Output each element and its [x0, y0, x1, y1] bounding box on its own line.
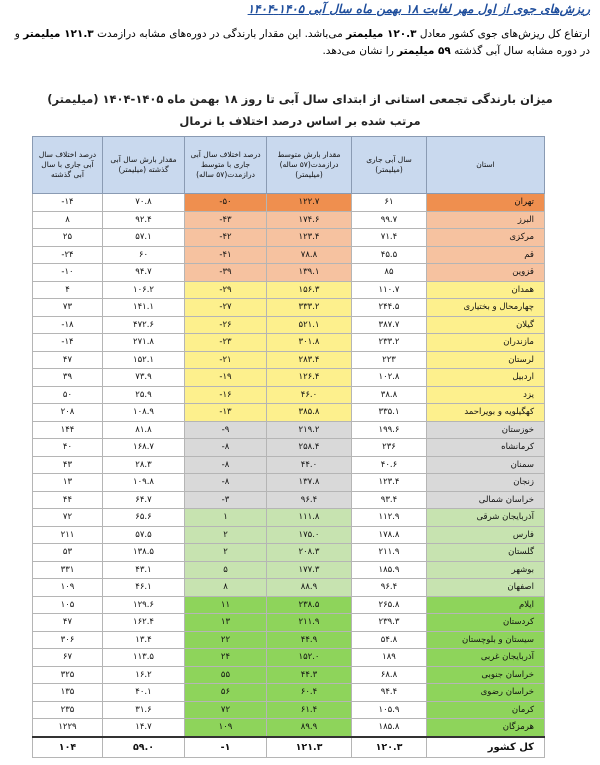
table-row: [33, 561, 545, 579]
cell-province: خراسان جنوبی: [427, 666, 545, 684]
cell-norm-pct: -۵۰: [185, 194, 267, 212]
cell-province: تهران: [427, 194, 545, 212]
cell-norm: ۱۲۲.۷: [267, 194, 352, 212]
cell-norm: ۳۰۱.۸: [267, 334, 352, 352]
cell-norm-pct: -۸: [185, 474, 267, 492]
cell-norm: ۱۵۶.۳: [267, 281, 352, 299]
cell-current: ۶۱: [352, 194, 427, 212]
cell-norm-pct: -۴۳: [185, 211, 267, 229]
cell-norm-pct: ۱۳: [185, 614, 267, 632]
cell-norm: ۴۴.۳: [267, 666, 352, 684]
intro-text-4: را نشان می‌دهد.: [322, 45, 394, 57]
cell-province: هرمزگان: [427, 719, 545, 737]
cell-prev-pct: ۶۷: [33, 649, 103, 667]
cell-province: ایلام: [427, 596, 545, 614]
cell-current: ۳۸۷.۷: [352, 316, 427, 334]
cell-province: مرکزی: [427, 229, 545, 247]
cell-province: یزد: [427, 386, 545, 404]
cell-province: البرز: [427, 211, 545, 229]
cell-province: اردبیل: [427, 369, 545, 387]
cell-norm: ۱۲۳.۴: [267, 229, 352, 247]
table-header-row: [33, 137, 545, 194]
table-row: [33, 701, 545, 719]
cell-prev: ۱۴۱.۱: [103, 299, 185, 317]
cell-norm-pct: ۲: [185, 526, 267, 544]
table-row: [33, 281, 545, 299]
cell-province: سمنان: [427, 456, 545, 474]
rainfall-table: [32, 136, 545, 758]
cell-norm: ۱۷۴.۶: [267, 211, 352, 229]
cell-norm-pct: -۱۶: [185, 386, 267, 404]
cell-current: ۹۶.۴: [352, 579, 427, 597]
cell-prev-pct: ۴۷: [33, 351, 103, 369]
cell-current: ۹۴.۴: [352, 684, 427, 702]
rainfall-table-container: [32, 136, 544, 758]
cell-norm: ۲۸۳.۴: [267, 351, 352, 369]
cell-norm-pct: ۵۶: [185, 684, 267, 702]
cell-prev: ۱۰۶.۲: [103, 281, 185, 299]
cell-current: ۱۰۲.۸: [352, 369, 427, 387]
cell-prev: ۱۴.۷: [103, 719, 185, 737]
intro-text-1: ارتفاع کل ریزش‌های جوی کشور معادل: [419, 28, 590, 40]
cell-province: زنجان: [427, 474, 545, 492]
cell-province: آذربایجان شرقی: [427, 509, 545, 527]
cell-norm-pct: -۲۱: [185, 351, 267, 369]
cell-norm: ۱۳۷.۸: [267, 474, 352, 492]
cell-norm-pct: ۱: [185, 509, 267, 527]
cell-prev-pct: ۱۴۴: [33, 421, 103, 439]
cell-province: قم: [427, 246, 545, 264]
cell-norm-pct: -۴۲: [185, 229, 267, 247]
cell-norm: ۴۴.۰: [267, 456, 352, 474]
header-current: سال آبی جاری (میلیمتر): [352, 137, 427, 194]
cell-province: خراسان رضوی: [427, 684, 545, 702]
cell-current: ۷۱.۴: [352, 229, 427, 247]
cell-prev: ۱۶۸.۷: [103, 439, 185, 457]
cell-prev-pct: -۱۰: [33, 264, 103, 282]
cell-province: گلستان: [427, 544, 545, 562]
table-row: [33, 544, 545, 562]
cell-prev-pct: ۳۹: [33, 369, 103, 387]
table-row: [33, 246, 545, 264]
cell-norm: ۲۰۸.۳: [267, 544, 352, 562]
table-row: [33, 649, 545, 667]
cell-prev: ۱۳.۴: [103, 631, 185, 649]
table-row: [33, 299, 545, 317]
table-body: [33, 194, 545, 758]
cell-prev-pct: ۱۰۵: [33, 596, 103, 614]
cell-current: ۱۸۹: [352, 649, 427, 667]
cell-prev-pct: ۴۰: [33, 439, 103, 457]
cell-norm-pct: -۸: [185, 439, 267, 457]
table-row: [33, 666, 545, 684]
cell-prev: ۹۲.۴: [103, 211, 185, 229]
cell-current: ۲۱۱.۹: [352, 544, 427, 562]
table-row: [33, 351, 545, 369]
cell-prev-pct: ۲۵: [33, 229, 103, 247]
intro-value-previous: ۵۹ میلیمتر: [397, 45, 451, 57]
cell-prev: ۲۷۱.۸: [103, 334, 185, 352]
cell-prev-pct: ۷۲: [33, 509, 103, 527]
cell-norm: ۲۵۸.۴: [267, 439, 352, 457]
page-heading: ریزش‌های جوی از اول مهر لغایت ۱۸ بهمن ماه سال آبی ۱۴۰۵-۱۴۰۴: [247, 2, 590, 16]
cell-prev: ۵۷.۵: [103, 526, 185, 544]
cell-norm: ۳۳۳.۲: [267, 299, 352, 317]
table-row: [33, 614, 545, 632]
cell-current: ۱۸۵.۹: [352, 561, 427, 579]
cell-prev: ۱۵۲.۱: [103, 351, 185, 369]
table-title: میزان بارندگی تجمعی استانی از ابتدای سال آبی تا روز ۱۸ بهمن ماه ۱۴۰۵-۱۴۰۴ (میلیمتر): [47, 92, 553, 106]
cell-norm: ۱۳۹.۱: [267, 264, 352, 282]
cell-prev-pct: -۱۴: [33, 334, 103, 352]
cell-norm-pct: -۱۹: [185, 369, 267, 387]
table-row: [33, 439, 545, 457]
cell-norm-pct: -۲۹: [185, 281, 267, 299]
cell-prev-pct: ۲۳۵: [33, 701, 103, 719]
cell-norm: ۸۹.۹: [267, 719, 352, 737]
cell-prev-pct: ۴۴: [33, 491, 103, 509]
cell-current: ۱۱۰.۷: [352, 281, 427, 299]
cell-prev-pct: ۳۲۵: [33, 666, 103, 684]
cell-prev: ۳۱.۶: [103, 701, 185, 719]
cell-current: ۶۸.۸: [352, 666, 427, 684]
cell-norm: ۴۴.۹: [267, 631, 352, 649]
cell-prev: ۸۱.۸: [103, 421, 185, 439]
cell-current: ۴۵.۵: [352, 246, 427, 264]
cell-prev: ۷۳.۹: [103, 369, 185, 387]
cell-current: ۱۰۵.۹: [352, 701, 427, 719]
cell-prev-pct: ۳۳۱: [33, 561, 103, 579]
cell-province: چهارمحال و بختیاری: [427, 299, 545, 317]
cell-norm: ۸۸.۹: [267, 579, 352, 597]
cell-prev-pct: ۴۳: [33, 456, 103, 474]
cell-norm-pct: ۷۲: [185, 701, 267, 719]
header-norm: مقدار بارش متوسط درازمدت(۵۷ ساله) (میلیمتر): [267, 137, 352, 194]
cell-norm-pct: ۱۱: [185, 596, 267, 614]
cell-prev-pct: ۴۷: [33, 614, 103, 632]
cell-prev-pct: ۱۰۹: [33, 579, 103, 597]
cell-current: ۹۹.۷: [352, 211, 427, 229]
table-subtitle: مرتب شده بر اساس درصد اختلاف با نرمال: [179, 114, 421, 128]
cell-norm: ۵۲۱.۱: [267, 316, 352, 334]
intro-text-2: می‌باشد. این مقدار بارندگی در دوره‌های مشابه درازمدت: [97, 28, 343, 40]
cell-prev: ۴۷۲.۶: [103, 316, 185, 334]
cell-prev: ۴۶.۱: [103, 579, 185, 597]
cell-current: ۳۸.۸: [352, 386, 427, 404]
cell-current: ۸۵: [352, 264, 427, 282]
table-row: [33, 509, 545, 527]
cell-prev: ۱۲۹.۶: [103, 596, 185, 614]
cell-prev-pct: ۲۱۱: [33, 526, 103, 544]
cell-norm-pct: -۹: [185, 421, 267, 439]
cell-current: ۱۲۰.۳: [352, 737, 427, 758]
cell-prev: ۲۵.۹: [103, 386, 185, 404]
cell-norm: ۷۸.۸: [267, 246, 352, 264]
cell-norm-pct: ۲۴: [185, 649, 267, 667]
cell-prev-pct: ۲۰۸: [33, 404, 103, 422]
cell-province: آذربایجان غربی: [427, 649, 545, 667]
cell-current: ۲۲۳: [352, 351, 427, 369]
cell-norm: ۳۸۵.۸: [267, 404, 352, 422]
table-row: [33, 684, 545, 702]
table-row: [33, 491, 545, 509]
cell-prev-pct: ۱۳۵: [33, 684, 103, 702]
table-row: [33, 369, 545, 387]
cell-norm-pct: ۵: [185, 561, 267, 579]
cell-norm: ۱۲۱.۳: [267, 737, 352, 758]
cell-norm: ۱۷۵.۰: [267, 526, 352, 544]
cell-prev-pct: ۸: [33, 211, 103, 229]
table-row: [33, 194, 545, 212]
cell-prev: ۵۹.۰: [103, 737, 185, 758]
cell-norm-pct: -۳: [185, 491, 267, 509]
table-row: [33, 404, 545, 422]
cell-province: کهگیلویه و بویراحمد: [427, 404, 545, 422]
cell-prev: ۲۸.۳: [103, 456, 185, 474]
cell-prev: ۱۶.۲: [103, 666, 185, 684]
table-row: [33, 596, 545, 614]
cell-prev: ۶۵.۶: [103, 509, 185, 527]
cell-current: ۴۰.۶: [352, 456, 427, 474]
cell-prev: ۱۰۹.۸: [103, 474, 185, 492]
cell-prev-pct: -۱۸: [33, 316, 103, 334]
table-row: [33, 334, 545, 352]
table-total-row: [33, 737, 545, 758]
table-row: [33, 631, 545, 649]
cell-prev: ۱۶۲.۴: [103, 614, 185, 632]
cell-norm: ۴۶.۰: [267, 386, 352, 404]
table-row: [33, 386, 545, 404]
cell-current: ۵۴.۸: [352, 631, 427, 649]
cell-prev: ۱۳۸.۵: [103, 544, 185, 562]
cell-province: قزوین: [427, 264, 545, 282]
cell-current: ۲۳۶: [352, 439, 427, 457]
cell-prev-pct: ۱۰۴: [33, 737, 103, 758]
cell-norm-pct: -۲۷: [185, 299, 267, 317]
cell-prev-pct: ۳۰۶: [33, 631, 103, 649]
cell-prev-pct: ۵۰: [33, 386, 103, 404]
cell-prev: ۱۰۸.۹: [103, 404, 185, 422]
cell-prev: ۴۰.۱: [103, 684, 185, 702]
table-row: [33, 211, 545, 229]
cell-current: ۱۱۲.۹: [352, 509, 427, 527]
cell-norm-pct: -۲۶: [185, 316, 267, 334]
cell-province: گیلان: [427, 316, 545, 334]
cell-province: کردستان: [427, 614, 545, 632]
header-prev-pct: درصد اختلاف سال آبی جاری با سال آبی گذشته: [33, 137, 103, 194]
cell-province: اصفهان: [427, 579, 545, 597]
cell-province: سیستان و بلوچستان: [427, 631, 545, 649]
cell-province: کرمانشاه: [427, 439, 545, 457]
cell-prev-pct: ۱۲۲۹: [33, 719, 103, 737]
cell-current: ۱۸۵.۸: [352, 719, 427, 737]
cell-province: کرمان: [427, 701, 545, 719]
cell-prev: ۴۳.۱: [103, 561, 185, 579]
cell-province: بوشهر: [427, 561, 545, 579]
table-row: [33, 421, 545, 439]
cell-prev-pct: -۱۴: [33, 194, 103, 212]
cell-prev: ۱۱۳.۵: [103, 649, 185, 667]
cell-norm-pct: -۱۳: [185, 404, 267, 422]
cell-current: ۲۳۹.۳: [352, 614, 427, 632]
cell-norm: ۱۷۷.۳: [267, 561, 352, 579]
cell-norm-pct: ۱۰۹: [185, 719, 267, 737]
cell-norm: ۱۱۱.۸: [267, 509, 352, 527]
cell-province: همدان: [427, 281, 545, 299]
cell-current: ۳۳۵.۱: [352, 404, 427, 422]
cell-norm: ۱۵۲.۰: [267, 649, 352, 667]
cell-current: ۹۳.۴: [352, 491, 427, 509]
cell-norm-pct: -۴۱: [185, 246, 267, 264]
cell-prev-pct: ۷۳: [33, 299, 103, 317]
cell-norm: ۲۱۹.۲: [267, 421, 352, 439]
table-row: [33, 229, 545, 247]
cell-province: لرستان: [427, 351, 545, 369]
intro-value-normal: ۱۲۱.۳ میلیمتر: [23, 28, 94, 40]
cell-prev-pct: -۲۴: [33, 246, 103, 264]
cell-prev-pct: ۴: [33, 281, 103, 299]
cell-current: ۱۷۸.۸: [352, 526, 427, 544]
intro-paragraph: [10, 26, 590, 60]
table-row: [33, 719, 545, 737]
cell-prev-pct: ۱۳: [33, 474, 103, 492]
cell-prev: ۷۰.۸: [103, 194, 185, 212]
cell-province: مازندران: [427, 334, 545, 352]
table-row: [33, 316, 545, 334]
intro-text-3: و در دوره مشابه سال آبی گذشته: [14, 28, 590, 57]
table-row: [33, 264, 545, 282]
cell-current: ۱۲۳.۴: [352, 474, 427, 492]
cell-province: فارس: [427, 526, 545, 544]
cell-norm: ۹۶.۴: [267, 491, 352, 509]
cell-current: ۲۶۵.۸: [352, 596, 427, 614]
cell-prev: ۶۰: [103, 246, 185, 264]
cell-norm-pct: -۳۹: [185, 264, 267, 282]
table-row: [33, 579, 545, 597]
cell-prev-pct: ۵۳: [33, 544, 103, 562]
cell-norm-pct: ۲۲: [185, 631, 267, 649]
cell-norm-pct: -۱: [185, 737, 267, 758]
intro-value-current: ۱۲۰.۳ میلیمتر: [346, 28, 417, 40]
cell-norm-pct: -۲۳: [185, 334, 267, 352]
cell-norm: ۶۱.۴: [267, 701, 352, 719]
header-province: استان: [427, 137, 545, 194]
cell-prev: ۶۴.۷: [103, 491, 185, 509]
cell-norm: ۲۳۸.۵: [267, 596, 352, 614]
cell-current: ۲۳۳.۲: [352, 334, 427, 352]
cell-current: ۲۴۴.۵: [352, 299, 427, 317]
table-row: [33, 474, 545, 492]
cell-norm-pct: -۸: [185, 456, 267, 474]
cell-current: ۱۹۹.۶: [352, 421, 427, 439]
header-prev: مقدار بارش سال آبی گذشته (میلیمتر): [103, 137, 185, 194]
cell-province: کل کشور: [427, 737, 545, 758]
cell-norm: ۱۲۶.۴: [267, 369, 352, 387]
header-norm-pct: درصد اختلاف سال آبی جاری با متوسط درازمدت(۵۷ ساله): [185, 137, 267, 194]
cell-norm: ۶۰.۴: [267, 684, 352, 702]
cell-prev: ۵۷.۱: [103, 229, 185, 247]
cell-province: خوزستان: [427, 421, 545, 439]
cell-province: خراسان شمالی: [427, 491, 545, 509]
cell-prev: ۹۴.۷: [103, 264, 185, 282]
cell-norm-pct: ۵۵: [185, 666, 267, 684]
cell-norm-pct: ۸: [185, 579, 267, 597]
table-row: [33, 456, 545, 474]
cell-norm-pct: ۲: [185, 544, 267, 562]
table-row: [33, 526, 545, 544]
cell-norm: ۲۱۱.۹: [267, 614, 352, 632]
